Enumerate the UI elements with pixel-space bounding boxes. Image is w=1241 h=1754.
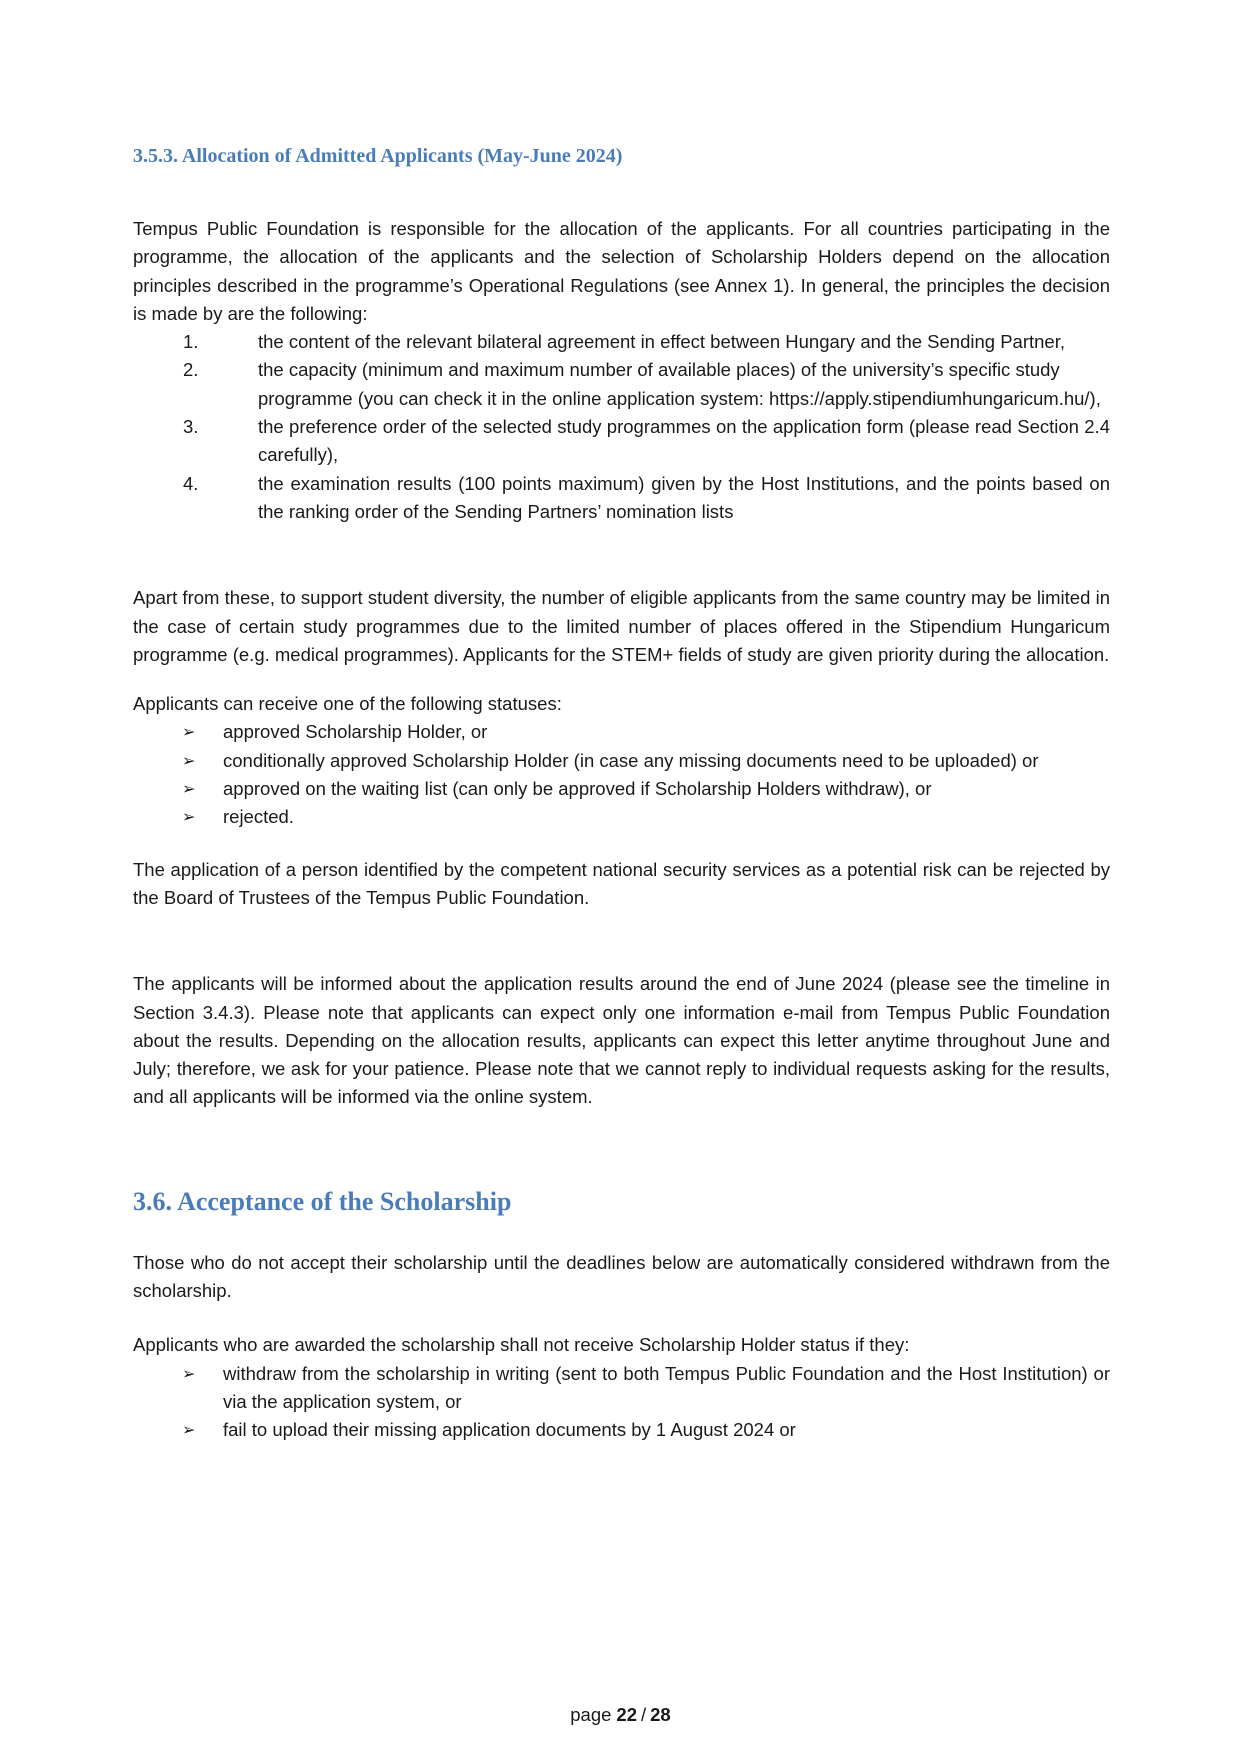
page-footer: [0, 1702, 1241, 1728]
list-item: [133, 775, 1110, 803]
security-paragraph: The application of a person identified by the competent national security services as a potential risk can be rejected by the Board of Trustees of the Tempus Public Foundation.: [133, 858, 1110, 908]
arrow-bullet-icon: ➢: [182, 750, 196, 770]
arrow-bullet-icon: ➢: [182, 1363, 196, 1383]
deadline-paragraph: Those who do not accept their scholarship until the deadlines below are automatically considered withdrawn from the scholarship.: [133, 1251, 1110, 1302]
list-item: [133, 803, 1110, 831]
footer-page-label: page: [570, 1704, 612, 1725]
footer-total-pages: 28: [650, 1704, 671, 1725]
status-text: rejected.: [223, 806, 294, 828]
status-text: approved Scholarship Holder, or: [223, 721, 488, 743]
item-text: the examination results (100 points maximum) given by the Host Institutions, and the points based on the ranking order of the Sending Partners’ nomination lists: [258, 472, 1110, 522]
status-text: approved on the waiting list (can only be approved if Scholarship Holders withdraw), or: [223, 778, 932, 800]
item-text: the capacity (minimum and maximum number of available places) of the university’s specific study programme (you can check it in the online application system: https://apply.stipendiumhungaricum.hu/),: [258, 359, 1101, 409]
list-item: [133, 413, 1110, 470]
arrow-bullet-icon: ➢: [182, 722, 196, 742]
item-text: the preference order of the selected study programmes on the application form (please read Section 2.4 carefully),: [258, 416, 1110, 466]
arrow-bullet-icon: ➢: [182, 1420, 196, 1440]
list-item: [133, 470, 1110, 527]
list-item: [133, 747, 1110, 775]
section-heading-353: 3.5.3. Allocation of Admitted Applicants (May-June 2024): [133, 145, 623, 167]
status-text: conditionally approved Scholarship Holder (in case any missing documents need to be uploaded) or: [223, 749, 1039, 771]
conditions-intro: Applicants who are awarded the scholarship shall not receive Scholarship Holder status if they:: [133, 1334, 910, 1356]
list-item: [133, 356, 1110, 413]
allocation-principles-list: [133, 328, 1110, 526]
list-item: [133, 328, 1110, 356]
statuses-list: [133, 718, 1110, 831]
diversity-paragraph: Apart from these, to support student diversity, the number of eligible applicants from the same country may be limited in the case of certain study programmes due to the limited number of places offered in the Stipendium Hungaricum programme (e.g. medical programmes). Applicants for the STEM+ fields of study are given priority during the allocation.: [133, 587, 1110, 665]
section-heading-36: 3.6. Acceptance of the Scholarship: [133, 1186, 512, 1216]
footer-current-page: 22: [616, 1704, 637, 1725]
item-number: 2.: [183, 359, 199, 381]
list-item: [133, 1416, 1110, 1444]
footer-separator: /: [641, 1704, 647, 1725]
condition-text: fail to upload their missing application documents by 1 August 2024 or: [223, 1419, 796, 1441]
page-content: [133, 141, 1110, 1445]
item-number: 1.: [183, 331, 199, 353]
conditions-list: [133, 1360, 1110, 1445]
item-text: the content of the relevant bilateral agreement in effect between Hungary and the Sending Partner,: [258, 331, 1065, 353]
arrow-bullet-icon: ➢: [182, 807, 196, 827]
intro-paragraph: Tempus Public Foundation is responsible for the allocation of the applicants. For all countries participating in the programme, the allocation of the applicants and the selection of Scholarship Holders depend on the allocation principles described in the programme’s Operational Regulations (see Annex 1). In general, the principles the decision is made by are the following:: [133, 218, 1110, 324]
item-number: 4.: [183, 472, 199, 494]
list-item: [133, 1360, 1110, 1417]
list-item: [133, 718, 1110, 746]
condition-text: withdraw from the scholarship in writing (sent to both Tempus Public Foundation and the Host Institution) or via the application system, or: [223, 1362, 1110, 1412]
item-number: 3.: [183, 416, 199, 438]
statuses-intro: Applicants can receive one of the following statuses:: [133, 693, 562, 715]
arrow-bullet-icon: ➢: [182, 779, 196, 799]
results-paragraph: The applicants will be informed about the application results around the end of June 2024 (please see the timeline in Section 3.4.3). Please note that applicants can expect only one information e-mail from Tempus Public Foundation about the results. Depending on the allocation results, applicants can expect this letter anytime throughout June and July; therefore, we ask for your patience. Please note that we cannot reply to individual requests asking for the results, and all applicants will be informed via the online system.: [133, 973, 1110, 1108]
